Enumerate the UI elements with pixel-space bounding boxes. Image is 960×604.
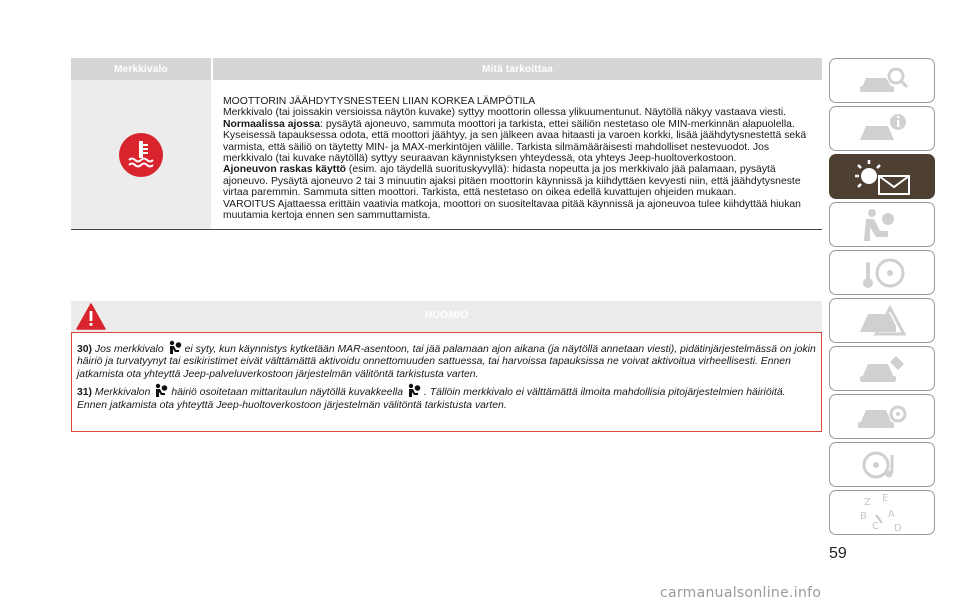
svg-text:A: A — [888, 508, 895, 520]
tab-technical-data[interactable] — [829, 394, 935, 439]
svg-text:Z: Z — [864, 496, 871, 508]
tab-emergency[interactable] — [829, 298, 935, 343]
page-number: 59 — [829, 545, 847, 562]
tab-maintenance[interactable] — [829, 346, 935, 391]
tab-car-search[interactable] — [829, 58, 935, 103]
watermark: carmanualsonline.info — [660, 585, 822, 601]
airbag-warning-icon — [153, 383, 168, 398]
seat-airbag-icon — [854, 207, 910, 243]
airbag-warning-icon — [406, 383, 421, 398]
heavy-label: Ajoneuvon raskas käyttö — [223, 164, 346, 176]
notice-header — [71, 301, 822, 332]
indicator-table — [71, 58, 822, 230]
notice-item-31: 31) Merkkivalon häiriö osoitetaan mittaritaulun näytöllä kuvakkeella . Tällöin merkkivalo ei välttämättä ilmoita mahdollisia pitojärjestelmien häiriöitä. Ennen jatkamista ota yhteyttä Jeep-huoltoverkostoon järjestelmän välitöntä tarkistusta varten. — [77, 383, 816, 412]
indicator-cell — [71, 80, 211, 229]
coolant-temperature-icon — [118, 132, 164, 178]
row-intro: Merkkivalo (tai joissakin versioissa näytön kuvake) syttyy moottorin ollessa ylikuumentunut. Näytöllä näkyy vastaava viesti. — [223, 107, 787, 119]
airbag-warning-icon — [167, 340, 182, 355]
index-icon — [854, 493, 910, 533]
heavy-text: (esim. ajo täydellä suorituskyvyllä): hidasta nopeutta ja jos merkkivalo jää palamaan, pysäytä ajoneuvo. Pysäytä ajoneuvo 2 tai 3 minuutin ajaksi pitäen moottorin käynnissä ja kiihdyttäen kevyesti niin, että jäähdytysneste virtaa paremmin. Sammuta sitten moottori. Tarkista, että nestetaso on oikea edellä kuvattujen ohjeiden mukaan. — [223, 164, 801, 199]
row-title: MOOTTORIN JÄÄHDYTYSNESTEEN LIIAN KORKEA LÄMPÖTILA — [223, 96, 536, 107]
notice-title: HUOMIO — [424, 310, 469, 321]
tab-starting-driving[interactable] — [829, 250, 935, 295]
warning-lights-icon — [851, 158, 913, 196]
multimedia-icon — [854, 447, 910, 483]
notice-box — [71, 332, 822, 432]
row-warning: VAROITUS Ajattaessa erittäin vaativia matkoja, moottori on suositeltavaa pitää käynnissä ja ajoneuvoa tulee kiihdyttää hiukan muutamia kertoja ennen sen sammuttamista. — [223, 198, 801, 222]
technical-data-icon — [854, 400, 910, 434]
maintenance-icon — [854, 352, 910, 386]
tab-index[interactable] — [829, 490, 935, 535]
car-search-icon — [854, 64, 910, 98]
starting-driving-icon — [854, 256, 910, 290]
notice-item-30: 30) Jos merkkivalo ei syty, kun käynnistys kytketään MAR-asentoon, tai jää palamaan ajon aikana (ja näytöllä annetaan viesti), pidätinjärjestelmässä on jokin häiriö ja turvatyynyt tai esikiristimet eivät välttämättä aktivoidu onnettomuuden sattuessa, tai harvoissa tapauksissa ne voivat aktivoitua virheellisesti. Ennen jatkamista ota yhteyttä Jeep-palveluverkostoon järjestelmän välitöntä tarkistusta varten. — [77, 340, 816, 381]
svg-text:C: C — [872, 520, 879, 532]
svg-text:D: D — [894, 522, 902, 533]
emergency-icon — [854, 304, 910, 338]
svg-text:E: E — [882, 492, 889, 504]
table-header — [71, 58, 822, 80]
header-indicator: Merkkivalo — [114, 63, 168, 75]
svg-text:B: B — [860, 510, 867, 522]
meaning-cell — [213, 80, 822, 229]
normal-text: : pysäytä ajoneuvo, sammuta moottori ja tarkista, ettei säiliön nestetaso ole MIN-merkinnän alapuolella. Kyseisessä tapauksessa odota, että moottori jäähtyy, ja sen jälkeen avaa hitaasti ja varoen korkki, lisää jäähdytysnestettä sekä varmista, että säiliö on täytetty MIN- ja MAX-merkintöjen välille. Tarkista silmämääräisesti mahdolliset nestevuodot. Jos merkkivalo (tai kuvake näytöllä) syttyy seuraavan käynnistyksen yhteydessä, ota yhteys Jeep-huoltoverkostoon. — [223, 118, 807, 165]
table-row — [71, 80, 822, 230]
tab-warning-lights[interactable] — [829, 154, 935, 199]
tab-car-info[interactable] — [829, 106, 935, 151]
car-info-icon — [854, 112, 910, 146]
tab-seat-airbag[interactable] — [829, 202, 935, 247]
normal-label: Normaalissa ajossa — [223, 118, 321, 130]
header-meaning: Mitä tarkoittaa — [482, 63, 553, 75]
tab-multimedia[interactable] — [829, 442, 935, 487]
